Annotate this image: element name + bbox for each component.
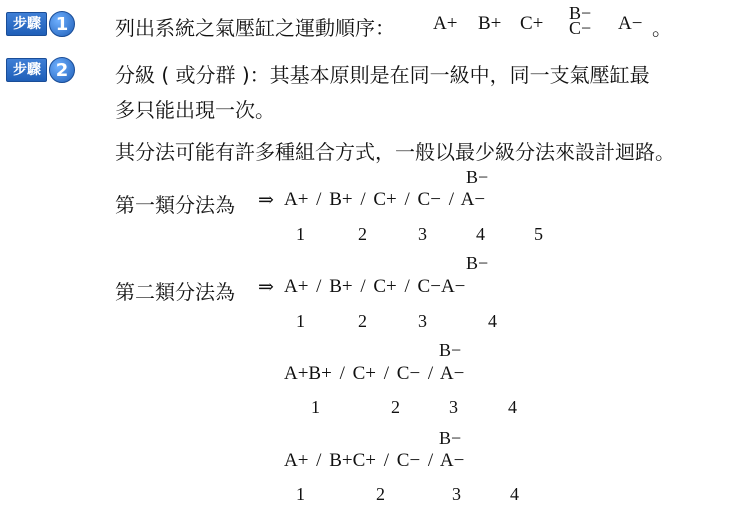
class2-opt3-number: 3 — [452, 484, 461, 504]
seq-c-plus: C+ — [520, 13, 544, 34]
seq-parallel-stack — [569, 3, 592, 38]
class1-sequence: A+ / B+ / C+ / C− / A− — [284, 189, 486, 210]
class2-opt2-number: 1 — [311, 397, 320, 417]
class2-opt2-number: 4 — [508, 397, 517, 417]
step2-line1: 分級 ( 或分群 )：其基本原則是在同一級中，同一支氣壓缸最 — [115, 63, 650, 87]
class2-opt3-upper: B− — [439, 428, 462, 448]
seq-a-plus: A+ — [433, 13, 458, 34]
step1-text: 列出系統之氣壓缸之運動順序： — [115, 16, 395, 40]
step1-badge — [6, 12, 75, 36]
class2-opt1-number: 4 — [488, 311, 497, 331]
class2-opt2-number: 2 — [391, 397, 400, 417]
class2-opt1-upper: B− — [466, 253, 489, 273]
class2-opt2-upper: B− — [439, 340, 462, 360]
class2-opt1-number: 3 — [418, 311, 427, 331]
class1-number: 5 — [534, 224, 543, 244]
seq-c-minus: C− — [569, 18, 592, 38]
class1-number: 4 — [476, 224, 485, 244]
class2-opt3-number: 4 — [510, 484, 519, 504]
step2-badge — [6, 58, 75, 82]
class1-number: 3 — [418, 224, 427, 244]
seq-a-minus: A− — [618, 13, 643, 34]
class1-label: 第一類分法為 — [115, 193, 235, 217]
class2-opt3-number: 1 — [296, 484, 305, 504]
seq-b-plus: B+ — [478, 13, 502, 34]
class1-number: 1 — [296, 224, 305, 244]
class2-opt2-sequence: A+B+ / C+ / C− / A− — [284, 363, 465, 384]
step-badge-label: 步驟 — [6, 58, 47, 82]
step-badge-label: 步驟 — [6, 12, 47, 36]
step-number-circle: 2 — [49, 57, 75, 83]
class2-opt3-number: 2 — [376, 484, 385, 504]
seq-b-minus: B− — [569, 3, 592, 23]
step2-line2: 多只能出現一次。 — [115, 98, 275, 122]
class2-opt1-number: 1 — [296, 311, 305, 331]
class1-upper: B− — [466, 167, 489, 187]
class2-label: 第二類分法為 — [115, 280, 235, 304]
step2-line3: 其分法可能有許多種組合方式，一般以最少級分法來設計迴路。 — [115, 140, 675, 164]
implies-arrow: ⇒ — [258, 277, 274, 298]
implies-arrow: ⇒ — [258, 190, 274, 211]
class1-number: 2 — [358, 224, 367, 244]
class2-opt2-number: 3 — [449, 397, 458, 417]
step-number-circle: 1 — [49, 11, 75, 37]
end-mark: 。 — [652, 16, 672, 40]
class2-opt1-sequence: A+ / B+ / C+ / C−A− — [284, 276, 466, 297]
class2-opt1-number: 2 — [358, 311, 367, 331]
class2-opt3-sequence: A+ / B+C+ / C− / A− — [284, 450, 465, 471]
